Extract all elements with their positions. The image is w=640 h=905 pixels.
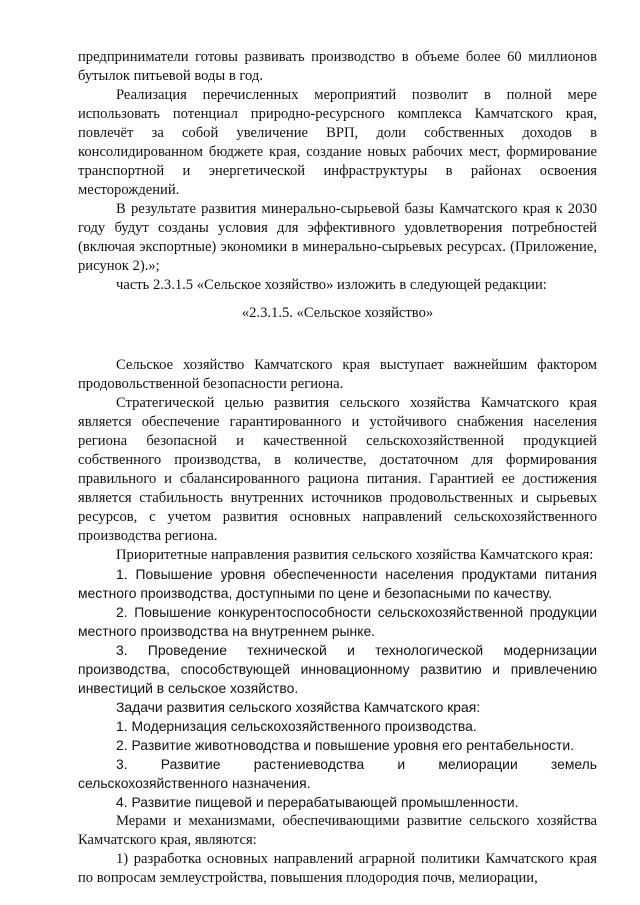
paragraph: Стратегической целью развития сельского хозяйства Камчатского края является обеспечение гарантированного и устойчивого снабжения населения региона безопасной и качественной сельскохозяйственной продукцией собственного производства, в количестве, достаточном для формирования правильного и сбалансированного рациона питания. Гарантией ее достижения является стабильность внутренних источников продовольственных и сырьевых ресурсов, с учетом развития основных направлений сельскохозяйственного производства региона. <box>78 395 597 544</box>
document-page <box>78 48 597 888</box>
list-item: 2. Развитие животноводства и повышение уровня его рентабельности. <box>116 737 574 753</box>
list-item: 3. Развитие растениеводства и мелиорации земель сельскохозяйственного назначения. <box>78 756 597 791</box>
measures-heading: Мерами и механизмами, обеспечивающими развитие сельского хозяйства Камчатского края, являются: <box>78 813 597 848</box>
list-item: 1) разработка основных направлений аграрной политики Камчатского края по вопросам землеустройства, повышения плодородия почв, мелиорации, <box>78 851 597 886</box>
paragraph: Реализация перечисленных мероприятий позволит в полной мере использовать потенциал природно-ресурсного комплекса Камчатского края, повлечёт за собой увеличение ВРП, доли собственных доходов в консолидированном бюджете края, создание новых рабочих мест, формирование транспортной и энергетической инфраструктуры в районах освоения месторождений. <box>78 87 597 198</box>
paragraph: Сельское хозяйство Камчатского края выступает важнейшим фактором продовольственной безопасности региона. <box>78 357 597 392</box>
list-item: 2. Повышение конкурентоспособности сельскохозяйственной продукции местного производства на внутреннем рынке. <box>78 604 597 639</box>
paragraph: Приоритетные направления развития сельского хозяйства Камчатского края: <box>116 547 594 563</box>
list-item: 1. Повышение уровня обеспеченности населения продуктами питания местного производства, доступными по цене и безопасными по качеству. <box>78 566 597 601</box>
list-item: 4. Развитие пищевой и перерабатывающей промышленности. <box>116 794 519 810</box>
tasks-heading: Задачи развития сельского хозяйства Камчатского края: <box>116 699 481 715</box>
section-heading: «2.3.1.5. «Сельское хозяйство» <box>241 305 434 321</box>
paragraph: предприниматели готовы развивать производство в объеме более 60 миллионов бутылок питьевой воды в год. <box>78 49 597 84</box>
paragraph: В результате развития минерально-сырьевой базы Камчатского края к 2030 году будут созданы условия для эффективного удовлетворения потребностей (включая экспортные) экономики в минерально-сырьевых ресурсах. (Приложение, рисунок 2).»; <box>78 201 597 274</box>
paragraph: часть 2.3.1.5 «Сельское хозяйство» изложить в следующей редакции: <box>116 277 547 293</box>
list-item: 3. Проведение технической и технологической модернизации производства, способствующей инновационному развитию и привлечению инвестиций в сельское хозяйство. <box>78 642 597 696</box>
list-item: 1. Модернизация сельскохозяйственного производства. <box>116 718 477 734</box>
